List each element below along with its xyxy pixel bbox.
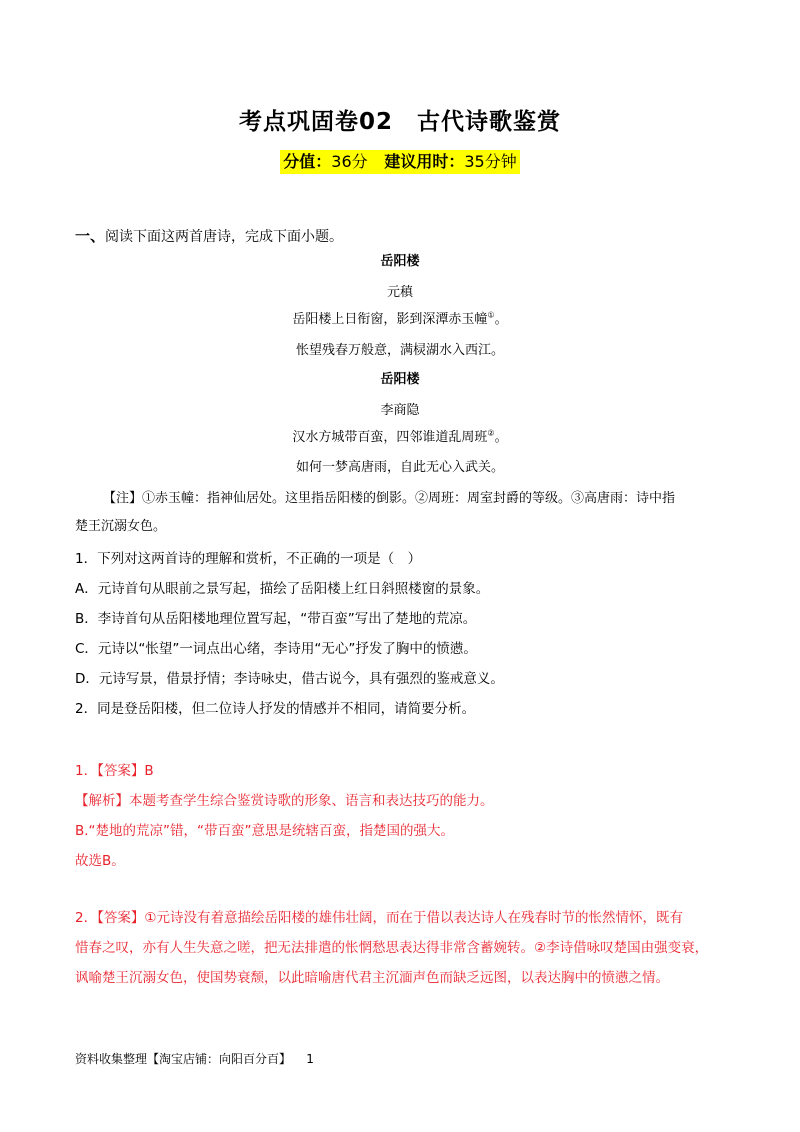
footer-text: 资料收集整理【淘宝店铺：向阳百分百】 [75, 1052, 292, 1066]
page-number: 1 [306, 1052, 314, 1066]
option-a: A．元诗首句从眼前之景写起，描绘了岳阳楼上红日斜照楼窗的景象。 [75, 581, 490, 597]
note-line2: 楚王沉溺女色。 [75, 519, 167, 534]
page-title: 考点巩固卷02 古代诗歌鉴赏 [238, 109, 561, 135]
section-instruction: 阅读下面这两首唐诗，完成下面小题。 [105, 229, 344, 245]
poem1-line2: 怅望残春万般意，满棂湖水入西江。 [295, 343, 504, 358]
section-number: 一、 [75, 227, 106, 245]
annotation-note [75, 485, 725, 541]
poem2-line1 [0, 426, 800, 445]
option-d: D．元诗写景，借景抒情；李诗咏史，借古说今，具有强烈的鉴戒意义。 [75, 671, 504, 687]
answer-1: 1．【答案】B [75, 763, 154, 779]
answer-2-line3: 讽喻楚王沉溺女色，使国势衰颓，以此暗喻唐代君主沉湎声色而缺乏远图，以表达胸中的愤懑之情。 [75, 970, 669, 986]
option-b: B．李诗首句从岳阳楼地理位置写起，“带百蛮”写出了楚地的荒凉。 [75, 611, 477, 627]
score-time-highlight [280, 150, 520, 174]
option-c: C．元诗以“怅望”一词点出心绪，李诗用“无心”抒发了胸中的愤懑。 [75, 641, 477, 657]
score-value: 36分 [331, 152, 368, 171]
poem1-line1 [0, 308, 800, 327]
poem2-author: 李商隐 [380, 403, 420, 418]
poem2-line1-end: 。 [494, 430, 508, 445]
answer-1-analysis: 【解析】本题考查学生综合鉴赏诗歌的形象、语言和表达技巧的能力。 [75, 793, 494, 809]
answer-2-line1: 2．【答案】①元诗没有着意描绘岳阳楼的雄伟壮阔，而在于借以表达诗人在残春时节的怅然情怀，既有 [75, 910, 683, 926]
poem1-line1-text: 岳阳楼上日衔窗，影到深潭赤玉幢 [292, 312, 488, 327]
time-label: 建议用时： [384, 152, 465, 171]
subtitle-row [0, 150, 800, 174]
poem2-title: 岳阳楼 [380, 372, 420, 387]
answer-2-line2: 惜春之叹，亦有人生失意之嗟，把无法排遣的怅惘愁思表达得非常含蓄婉转。②李诗借咏叹楚国由强变衰， [75, 940, 709, 956]
question-2: 2．同是登岳阳楼，但二位诗人抒发的情感并不相同，请简要分析。 [75, 701, 476, 717]
section-heading [75, 225, 343, 246]
answer-2 [75, 903, 730, 993]
poem1-note-marker: ① [487, 310, 495, 320]
answer-1-reason: B.“楚地的荒凉”错，“带百蛮”意思是统辖百蛮，指楚国的强大。 [75, 823, 455, 839]
poem2-note-marker: ② [487, 428, 495, 438]
poem2-line2: 如何一梦高唐雨，自此无心入武关。 [295, 460, 504, 475]
score-label: 分值： [283, 152, 332, 171]
question-1: 1．下列对这两首诗的理解和赏析，不正确的一项是（ ） [75, 551, 422, 567]
poem1-line1-end: 。 [494, 312, 508, 327]
page-footer [75, 1050, 314, 1067]
poem1-author: 元稹 [386, 285, 413, 300]
poem2-line1-text: 汉水方城带百蛮，四邻谁道乱周班 [292, 430, 488, 445]
note-line1: 【注】①赤玉幢：指神仙居处。这里指岳阳楼的倒影。②周班：周室封爵的等级。③高唐雨：诗中指 [103, 491, 676, 506]
time-value: 35分钟 [464, 152, 517, 171]
poem1-title: 岳阳楼 [380, 254, 420, 269]
answer-1-conclusion: 故选B。 [75, 853, 125, 869]
